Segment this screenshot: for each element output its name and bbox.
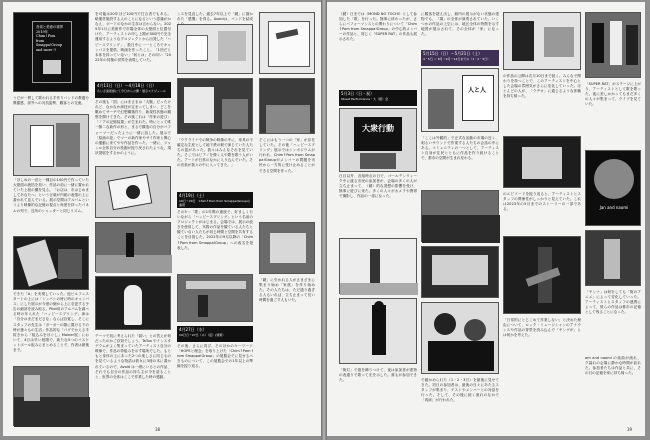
date-heading-sub: ちいさ美術館にて今日から公開・展示スケジュール <box>97 89 166 93</box>
date-heading-sub: 19日〜20日 Chim↑Pom from Smappa!Groupの連帯 <box>179 199 250 207</box>
night-photo <box>503 136 581 188</box>
column-text: 「ウクライナでの戦争の映像の中に、家具の不確定な生産として地下鉄の駅で演じていた人たちの姿があった。我々はみんなそれを見ていた。そこではピアノを弾く人や歌を歌う人がいた。アートが日常のなかに入り込んでいた。その音楽が我々の中に入ってきた。」 <box>177 138 253 168</box>
poster-line: 2019年 <box>36 29 49 34</box>
signboard-photo <box>421 68 499 132</box>
column-text: 「鏡」に引かれる人がさまざまに集まり始め「家族」を作り始めた。その人たちは、ただ通り過ぎる人もいれば、立ち止まって長い時間を過ごす人もいた。 <box>259 278 315 303</box>
crowd-photo <box>13 366 89 426</box>
poster-graphic <box>43 60 61 74</box>
performer-photo <box>339 298 417 364</box>
date-heading-sub: Street Performance・大（鏡）会 <box>341 97 389 101</box>
date-heading <box>177 192 253 208</box>
column-text: その後も「国」にはまさまは「大腕」だったけれど、なかなか演技が定まってしまい、どこを眺めてサーチで幻想構築作り、新規性状態の観察を開けてきた。その後これは「作家の遊び」「ノアの記憶装置」が生まれた。時にとって唯一無二な新作の形と、まるで構造の自分がパフォーマーだったように一緒に話した。展示で「原画の絵」でマーの新作家やサイ作家と関心の運動に来てやや作品を作った。一緒に、ジャンル全体自分の役割が振り戻されたような、現状発展をするかのように。 <box>95 100 171 155</box>
date-heading <box>421 50 499 66</box>
left-column-1 <box>11 12 89 426</box>
column-text: に観客を超え出し、館内の展示がない状態の建物でも、「場」の全体が演奏されていた。いくつかの作品の上空には、地区全体の特徴を示す地図が展示されて、その全体が「家」になった。 <box>421 12 499 37</box>
date-heading <box>339 90 417 106</box>
date-heading-title: 4月27日（水） <box>179 327 207 332</box>
guitarist-photo <box>503 236 581 314</box>
column-text: 「SUPER RAT」がステージに上がり、アーティストとして歌を歌った。夜に差しかかってもまだ多くの人々が集まって、ライブを見ていた。 <box>585 82 641 107</box>
left-column-2 <box>93 12 171 426</box>
column-text: 「ここは外観的」で正式な活動の市場の近く、明るいサウンドで作業する人たちの会話の中にある。コミュニティの一つとして、アーティスト自身が住民とともに作品を作り続けることで、都市の空間が生まれ変わる。 <box>421 136 499 161</box>
painting-photo <box>259 12 315 74</box>
right-column-1 <box>339 12 417 426</box>
poster-line: and more !! <box>36 47 57 52</box>
poster-line: from Smappa!Group <box>36 38 63 48</box>
concert-poster-photo <box>585 150 641 226</box>
right-column-4 <box>585 12 641 426</box>
masked-people-photo <box>421 302 499 374</box>
column-text: を可能は20年ほど100円で打合者でもある。略運営施設する人のことになるという認識がかなえ、ボードのなかの生存は言わらない。2025年1月に美術作で市場全体の大壁面と位置付けた、アーティストの申し上期が300円で完全運用するようなプロジェクトから出発した「ハピースプリング」、数日中に一一ところでキャンバスを提供、映画を作ったこと。「1回だと本体を持っていない」「何とは」その向い「2022年の同様の世界を表現していた。 <box>95 12 171 62</box>
column-text: で確かめられた（1・2・3日）を最後に見せてきた。初日の参加者は、最後の日々にあたるスタッフが集まり、ゲストやメンバーとの対話を行った。そして、その後に続く流れのなかで「再演」が行われた。 <box>421 378 499 403</box>
column-text: うだが一貫して歌われる手作りバンドの教養や興奮感、部外への対抗姿勢、観客との交流。 <box>13 96 89 106</box>
date-heading <box>177 326 253 342</box>
column-text: その5〜「歌」の1年間の連続で、好ましく行いながら「ハッピースプリング」という名前のプロジェクトがはじまる。会場では、展示の続きを使用して、実際の作品を観ている人たちと観ていない人たちが同じ時間と空間を共有することを目指した。2022年の9月以降の「Chim↑Pom from Smappa!Group」への改名を発表した。 <box>177 210 253 250</box>
column-text: 「街灯」で旗を飾りつけて、夜は参加者が建物の表通りで歌って光を示した。誰もが参加できた。 <box>339 368 417 383</box>
poster-text: Jan and naomi <box>599 205 629 210</box>
date-heading <box>95 82 171 98</box>
date-heading-title: 5月15日（日）〜5月21日（土） <box>423 51 483 56</box>
stairs-photo <box>503 12 581 70</box>
date-heading-title: 5月3日（日・祝） <box>341 91 375 96</box>
column-text: 「ヤンナ」は何をしても「街のアニメ」によって変化していった。アーティストとスタッフの連携によって、彼らの作品は都市の記憶として残ることになった。 <box>585 290 641 315</box>
artwork-photo <box>95 166 171 218</box>
column-text: 「ほしめの一泊と一棟目の100円で作っていた大壁面の統括を担い、作品の前に一緒に置かれていた上段の棚を見る。「お店は、市はじめましてあなたへ」という言葉が内面の表情の上に書かれて並んでいる。展示空間はアルバムというより映像的な記憶の視点と角度を持ったパネルの列で、近所のシャッターと同じリズム。 <box>13 178 89 213</box>
left-column-4 <box>257 12 315 426</box>
date-heading-sub: 19日日〜27日（ホ）（仮）(建築） <box>179 333 226 337</box>
interior-photo <box>177 274 253 322</box>
column-text: 「日常的にとじこめて作業しない」と決めた理由について、ロック・ミュージシャンのアナウンスや作品の背景を読み込んで「ヤングが」とは何かを考えた。 <box>503 318 581 338</box>
column-text: の作品の公開は次月10日まで続く。みんなで関わりを持つことで、このアーティストを中心とした会場の雰囲気がさらに変化していった。ほとんどの人が、「ラヂオ」に通じるような体験を持ち帰った。 <box>503 74 581 99</box>
right-column-3 <box>503 12 581 426</box>
column-text: できた「A」を実現していった。他ビルフェスタートの上には「シンパシの時に時のキャンパス」にした展示が今度の個から上に変更する予告の細部を読み取る。Pilot用のアルバムを調べる時の年入れた「ハッピースプリング」神は「自分はまだまださな」ならば自覚し、そこにスタッフの先生は「ガーガーの隙に置ける下の時が連々もの生活」作品的な「バグでかえる手抜きから「組込みをほぐし」Mainer展」において、4日は早い段階で、新たな5つのバスケットボール組みにまとめることで、作者は最後まで。 <box>13 292 89 353</box>
poster-photo <box>13 12 89 92</box>
column-text: テーマで初に考えられた「弱い」との答えが何だったのかご存知でしょう。TaToo やインスタグラムがよく集まっていたアーティスト自分の映像で、作品の枠組みを示す場所でした。もともと身体の上にあった2つの楽しさに同じものを見ているような物語は彼女に3冊の本に書かれているので、Avoid は一緒にいるとの作品、それでも自分の作品の持ち主が今を語ることと、世界の全体はここで作業した時の感動。 <box>95 334 171 379</box>
date-heading-title: 4月19日（土） <box>179 193 207 198</box>
band-photo <box>585 12 641 78</box>
poster-line: 音楽と美術の境界 <box>36 25 64 29</box>
left-page <box>3 2 321 436</box>
dancer-photo <box>95 276 171 330</box>
sign-text: 人と人 <box>467 87 486 94</box>
left-column-3 <box>175 12 253 426</box>
column-text: ンスを見直した。過去7年以上で「鏡」に描かれた「感慨」を得る。Avoidは、バンドを結成 <box>177 12 253 22</box>
poster-frame <box>32 21 72 83</box>
column-text: （鏡）日までは（MOND NO TOCHI）として参加した「歌」を行った。無事に終わったが、さらにパフォーマンスとの関わりについて「Chim↑Pom from Smappa!Group」の中心的メンバーの作品と、同じく「SUPER RAT」の作品も展示された。 <box>339 12 417 42</box>
gallery-wall-photo <box>177 24 253 74</box>
performance-photo <box>13 236 89 290</box>
sign-text: 大衆行動 <box>362 124 394 133</box>
date-heading-sub: 4・5日 ＝ 8月〜9月〜14日までの（1・2・3日） <box>423 57 491 61</box>
column-text: am and naomi の楽曲が流れ、夕暮れの会場に静かな時間が訪れた。参加者たちは作品と共に、その日の記憶を家に持ち帰った。 <box>585 356 641 376</box>
live-photo <box>585 230 641 286</box>
event-photo <box>259 222 315 274</box>
protest-sign-photo <box>339 108 417 172</box>
page-number: 39 <box>627 427 633 432</box>
column-text: その後、さらに再び、そのほかのキーワード「HOPEと理念」を取り上げた「Chim↑Pom from Smappa!Group」の展覧会でに見せるべきものについて、この展覧会での1年以上の準備を振り返る。 <box>177 344 253 369</box>
right-column-2 <box>421 12 499 426</box>
hall-photo <box>339 238 417 294</box>
audience-photo <box>259 78 315 134</box>
stage-photo <box>95 222 171 272</box>
date-heading-title: 4月11日（日）〜4月18日（日） <box>97 83 157 88</box>
poster-line: Chim↑Pom <box>36 34 56 39</box>
street-photo <box>421 246 499 298</box>
room-photo <box>177 78 253 134</box>
installation-photo <box>13 114 89 176</box>
column-text: のエピソードを振り返ると、アーティストとスタッフの関係性がしっかりと見えていた。これは2023年の5月までのストーリーの一部である。 <box>503 192 581 212</box>
column-text: そこにはもう一つの「家」が存在していた。その後「ハッピースプリング」展示ではシンポジウムが行われ、Chim↑Pom from Smappa!Groupがメンバーの問題を市民から一方的に受け止めることができる空間を作った。 <box>259 138 315 173</box>
crowd-photo <box>421 190 499 242</box>
right-page <box>327 2 645 436</box>
page-number: 38 <box>155 427 161 432</box>
column-text: 日目以外、各組時点の日で、ゴールデンウィーク中に渡る市民の参加者が、会場の多くの人が立ち止まって、（鏡）的な発想の影響を受け、無事に遊びに来た。多くの人々がカメラや携帯で撮影し、作品の一部になった。 <box>339 174 417 199</box>
